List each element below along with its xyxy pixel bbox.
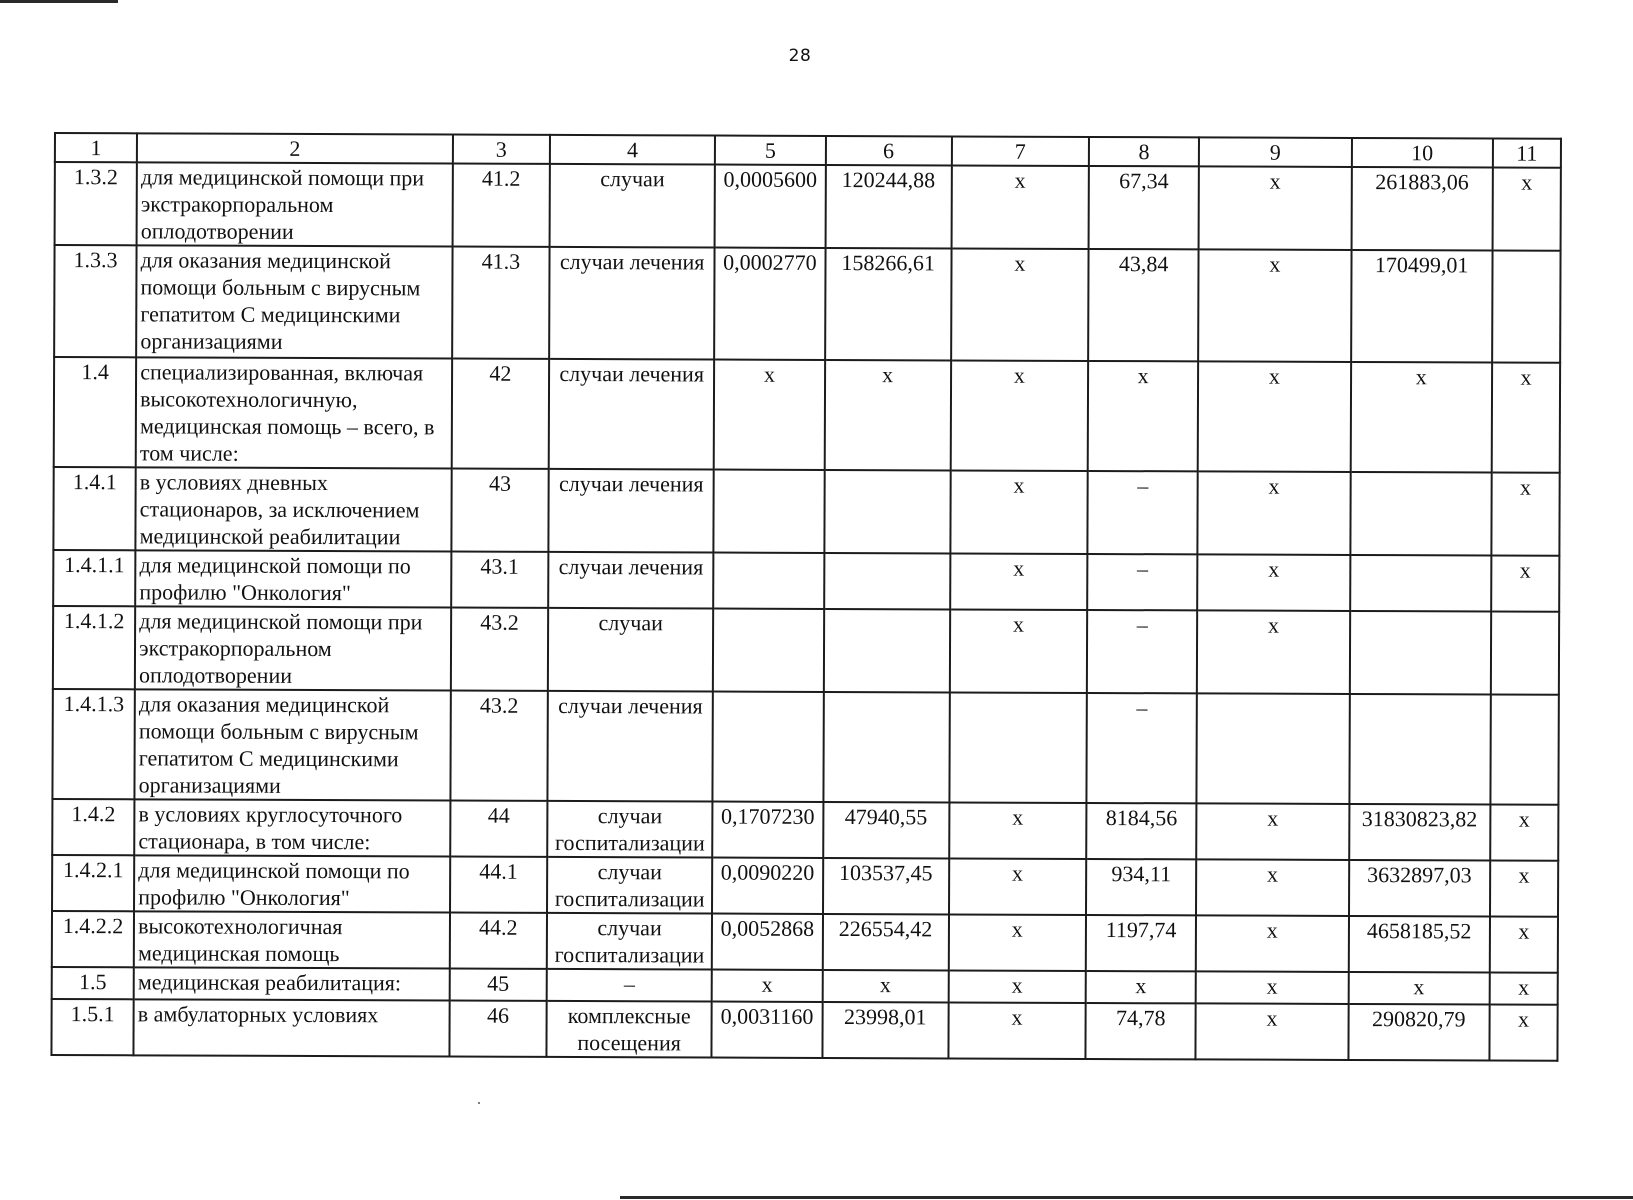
col-8-value: – — [1087, 610, 1198, 693]
col-5-value: х — [714, 360, 825, 470]
row-line-number: 44.2 — [450, 913, 547, 969]
row-name: для оказания медицинской помощи больным с вирусным гепатитом С медицинскими организациями — [135, 689, 451, 800]
col-10-value: х — [1348, 972, 1489, 1005]
column-header: 8 — [1089, 137, 1199, 166]
column-header: 1 — [55, 133, 137, 162]
row-name: для медицинской помощи по профилю "Онкология" — [134, 855, 450, 912]
row-code: 1.4.1.1 — [53, 550, 135, 606]
col-6-value — [823, 609, 950, 692]
row-code: 1.4.2.1 — [52, 855, 134, 911]
col-8-value: х — [1088, 361, 1199, 471]
col-5-value: 0,0090220 — [712, 858, 822, 914]
data-table — [50, 132, 1562, 1062]
col-11-value — [1491, 612, 1559, 695]
row-line-number: 42 — [451, 359, 549, 469]
col-11-value: х — [1489, 973, 1557, 1005]
col-9-value — [1197, 693, 1350, 804]
row-code: 1.4 — [54, 357, 137, 467]
col-11-value — [1492, 251, 1561, 363]
table-row — [55, 162, 1561, 251]
col-11-value: х — [1491, 473, 1559, 556]
row-name: в условиях круглосуточного стационара, в том числе: — [134, 799, 450, 856]
col-6-value: 103537,45 — [823, 858, 949, 914]
col-11-value: х — [1491, 556, 1559, 612]
row-name: в условиях дневных стационаров, за исключением медицинской реабилитации — [136, 467, 452, 551]
col-10-value — [1350, 555, 1491, 612]
col-11-value: х — [1492, 363, 1561, 473]
column-header: 4 — [550, 135, 715, 165]
row-name: специализированная, включая высокотехнологичную, медицинская помощь – всего, в том числе: — [136, 357, 452, 468]
table-row — [54, 357, 1560, 473]
column-header: 9 — [1199, 137, 1351, 167]
row-line-number: 44 — [450, 801, 547, 857]
col-10-value: 3632897,03 — [1349, 860, 1490, 917]
col-6-value: х — [824, 360, 951, 470]
col-5-value: 0,0031160 — [712, 1002, 822, 1058]
row-unit: случаи лечения — [549, 247, 715, 360]
col-7-value: х — [949, 914, 1086, 971]
row-code: 1.5 — [52, 967, 134, 999]
col-9-value: х — [1196, 1003, 1349, 1060]
col-10-value — [1350, 472, 1492, 556]
col-7-value: х — [949, 802, 1086, 859]
row-unit: случаи лечения — [549, 359, 715, 470]
col-7-value: х — [951, 248, 1089, 361]
scan-speck — [478, 1102, 480, 1104]
table-body — [51, 162, 1560, 1061]
table-row — [53, 606, 1559, 695]
col-11-value: х — [1490, 917, 1558, 973]
col-5-value: х — [712, 970, 822, 1002]
col-6-value — [824, 470, 951, 553]
col-10-value — [1349, 694, 1491, 805]
row-unit: случаи госпитализации — [547, 801, 713, 858]
row-code: 1.4.1.3 — [52, 689, 135, 799]
table-row — [51, 999, 1557, 1061]
col-9-value: х — [1196, 859, 1349, 916]
row-name: в амбулаторных условиях — [134, 999, 450, 1056]
row-line-number: 43.2 — [450, 691, 548, 801]
table-row — [54, 245, 1560, 363]
col-7-value: х — [948, 970, 1085, 1003]
row-name: для медицинской помощи при экстракорпоральном оплодотворении — [135, 606, 451, 690]
row-line-number: 41.3 — [452, 247, 550, 359]
col-7-value: х — [950, 470, 1088, 554]
row-code: 1.3.2 — [55, 162, 137, 245]
column-header: 3 — [453, 135, 550, 164]
col-5-value: 0,0002770 — [714, 248, 825, 360]
col-8-value: х — [1086, 971, 1196, 1003]
col-10-value — [1349, 611, 1491, 695]
row-unit: случаи лечения — [547, 691, 713, 802]
col-5-value: 0,0052868 — [712, 914, 822, 970]
row-unit: – — [547, 969, 712, 1002]
table-row — [52, 799, 1558, 861]
table-row — [53, 467, 1559, 556]
col-7-value: х — [951, 165, 1089, 249]
col-8-value: 8184,56 — [1086, 803, 1196, 859]
col-7-value — [949, 692, 1087, 803]
col-5-value: 0,1707230 — [713, 802, 823, 858]
column-header: 6 — [825, 136, 951, 165]
col-9-value: х — [1198, 471, 1351, 555]
col-10-value: 31830823,82 — [1349, 804, 1490, 861]
row-unit: комплексные посещения — [546, 1001, 712, 1058]
scan-edge-mark-bottom — [620, 1196, 1633, 1199]
row-unit: случаи — [550, 164, 716, 248]
row-code: 1.5.1 — [51, 999, 133, 1055]
scan-edge-mark-top — [0, 0, 118, 3]
col-9-value: х — [1197, 554, 1350, 611]
col-5-value: 0,0005600 — [715, 165, 826, 248]
row-code: 1.4.2.2 — [52, 911, 134, 967]
row-line-number: 45 — [449, 969, 546, 1001]
row-unit: случаи госпитализации — [547, 857, 713, 914]
table-row — [53, 550, 1559, 612]
col-7-value: х — [950, 553, 1087, 610]
col-7-value: х — [948, 1002, 1085, 1059]
column-header: 11 — [1493, 139, 1561, 168]
col-11-value: х — [1490, 861, 1558, 917]
col-11-value: х — [1490, 805, 1558, 861]
column-header: 2 — [137, 133, 453, 163]
row-name: высокотехнологичная медицинская помощь — [134, 911, 450, 968]
column-header: 7 — [952, 136, 1089, 166]
col-8-value: – — [1087, 471, 1198, 554]
col-8-value: – — [1086, 693, 1197, 803]
col-9-value: х — [1198, 249, 1351, 362]
row-name: для медицинской помощи при экстракорпоральном оплодотворении — [137, 162, 453, 246]
row-line-number: 43.1 — [451, 552, 548, 608]
col-5-value — [714, 470, 825, 553]
col-7-value: х — [950, 609, 1088, 693]
col-9-value: х — [1199, 166, 1352, 250]
table-row — [52, 911, 1558, 973]
col-11-value: х — [1489, 1005, 1557, 1061]
col-6-value — [823, 692, 950, 802]
col-9-value: х — [1198, 361, 1351, 472]
col-7-value: х — [950, 360, 1088, 471]
col-10-value: 290820,79 — [1348, 1004, 1489, 1061]
col-9-value: х — [1196, 915, 1349, 972]
col-8-value: 74,78 — [1085, 1003, 1195, 1059]
row-name: для оказания медицинской помощи больным с вирусным гепатитом С медицинскими организациями — [136, 245, 452, 358]
col-10-value: 261883,06 — [1351, 167, 1493, 251]
row-unit: случаи госпитализации — [547, 913, 713, 970]
row-code: 1.4.2 — [52, 799, 134, 855]
col-5-value — [713, 692, 824, 802]
col-9-value: х — [1196, 971, 1348, 1004]
col-6-value: х — [822, 970, 948, 1002]
col-6-value — [824, 553, 950, 609]
col-5-value — [713, 553, 823, 609]
col-5-value — [713, 609, 824, 692]
row-line-number: 43.2 — [451, 608, 549, 691]
col-7-value: х — [949, 858, 1086, 915]
row-name: медицинская реабилитация: — [134, 967, 450, 1000]
row-unit: случаи лечения — [548, 469, 714, 553]
row-line-number: 46 — [449, 1001, 546, 1057]
col-9-value: х — [1196, 803, 1349, 860]
row-unit: случаи лечения — [548, 552, 714, 609]
col-11-value: х — [1492, 168, 1560, 251]
col-6-value: 120244,88 — [825, 165, 952, 248]
col-8-value: 934,11 — [1086, 859, 1196, 915]
col-10-value: х — [1350, 362, 1492, 473]
column-header: 5 — [715, 136, 825, 165]
row-code: 1.3.3 — [54, 245, 137, 357]
col-8-value: 67,34 — [1089, 166, 1200, 249]
col-11-value — [1490, 695, 1559, 805]
col-6-value: 158266,61 — [825, 248, 952, 360]
col-8-value: 43,84 — [1088, 249, 1199, 361]
col-6-value: 23998,01 — [822, 1002, 948, 1058]
table-row — [52, 855, 1558, 917]
column-header: 10 — [1351, 138, 1492, 168]
row-code: 1.4.1.2 — [53, 606, 135, 689]
row-line-number: 43 — [451, 469, 549, 552]
row-line-number: 44.1 — [450, 857, 547, 913]
col-6-value: 226554,42 — [822, 914, 948, 970]
col-6-value: 47940,55 — [823, 802, 949, 858]
col-10-value: 4658185,52 — [1348, 916, 1489, 973]
row-unit: случаи — [548, 608, 714, 692]
col-10-value: 170499,01 — [1351, 250, 1493, 363]
row-name: для медицинской помощи по профилю "Онкология" — [135, 550, 451, 607]
row-line-number: 41.2 — [452, 164, 550, 247]
col-8-value: 1197,74 — [1086, 915, 1196, 971]
row-code: 1.4.1 — [53, 467, 135, 550]
col-8-value: – — [1087, 554, 1197, 610]
col-9-value: х — [1197, 610, 1350, 694]
page-number: 28 — [788, 46, 812, 66]
table-row — [52, 689, 1558, 805]
